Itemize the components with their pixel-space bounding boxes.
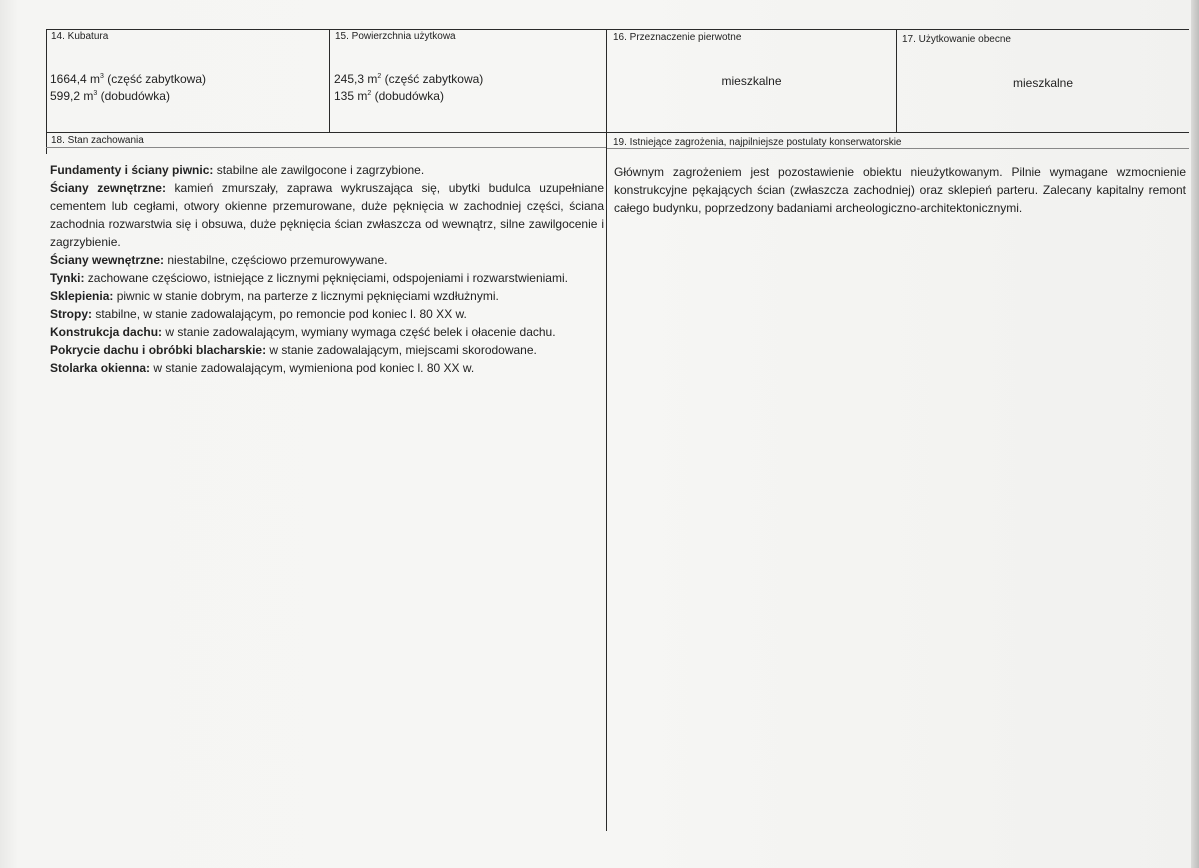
col-divider-14-15 — [329, 29, 330, 133]
label-underline-18 — [46, 147, 606, 148]
field-14-label: 14. Kubatura — [51, 31, 109, 42]
top-border — [46, 29, 1189, 30]
left-border-lower — [46, 132, 47, 154]
field-16-value: mieszkalne — [721, 74, 782, 88]
condition-item: Stolarka okienna: w stanie zadowalającym, wymieniona pod koniec l. 80 XX w. — [50, 361, 475, 375]
field-17-label: 17. Użytkowanie obecne — [902, 34, 1011, 45]
condition-item: Pokrycie dachu i obróbki blacharskie: w stanie zadowalającym, miejscami skorodowane. — [50, 343, 537, 357]
threats-paragraph: Głównym zagrożeniem jest pozostawienie obiektu nieużytkowanym. Pilnie wymagane wzmocnienie konstrukcyjne pękających ścian (zwłaszcza zachodniej) oraz sklepień parteru. Zalecany kapitalny remont całego budynku, poprzedzony badaniami archeologiczno-architektonicznymi. — [614, 165, 1186, 215]
condition-item: Sklepienia: piwnic w stanie dobrym, na parterze z licznymi pęknięciami wzdłużnymi. — [50, 289, 499, 303]
field-15-line1: 245,3 $m^2$ (część zabytkowa) — [334, 72, 484, 86]
field-15-line2: 135 $m^2$ (dobudówka) — [334, 89, 444, 103]
left-border — [46, 29, 47, 133]
center-divider — [606, 29, 607, 831]
field-17-value: mieszkalne — [1012, 76, 1074, 90]
condition-item: Tynki: zachowane częściowo, istniejące z licznymi pęknięciami, odspojeniami i rozwarstwieniami. — [50, 271, 568, 285]
condition-item: Ściany zewnętrzne: kamień zmurszały, zaprawa wykruszająca się, ubytki budulca uzupełniane cementem lub cegłami, otwory okienne przemurowane, duże pęknięcia w zachodniej części, ściana zachodnia rozwarstwia się i obsuwa, duże pęknięcia ścian zwłaszcza od wewnątrz, silne zawilgocenie i zagrzybienie. — [50, 181, 605, 249]
field-16-label: 16. Przeznaczenie pierwotne — [613, 32, 742, 43]
field-15-label: 15. Powierzchnia użytkowa — [335, 31, 456, 42]
condition-item: Konstrukcja dachu: w stanie zadowalającym, wymiany wymaga część belek i ołacenie dachu. — [50, 325, 556, 339]
condition-item: Stropy: stabilne, w stanie zadowalającym, po remoncie pod koniec l. 80 XX w. — [50, 307, 467, 321]
condition-item: Fundamenty i ściany piwnic: stabilne ale zawilgocone i zagrzybione. — [50, 163, 425, 177]
threats-text — [614, 163, 1186, 217]
field-14-line1: 1664,4 $m^3$ (część zabytkowa) — [50, 72, 206, 86]
scan-edge-shadow — [1191, 0, 1199, 868]
condition-text — [50, 161, 604, 377]
condition-item: Ściany wewnętrzne: niestabilne, częściowo przemurowywane. — [50, 253, 388, 267]
field-18-label: 18. Stan zachowania — [51, 135, 144, 146]
field-14-line2: 599,2 $m^3$ (dobudówka) — [50, 89, 170, 103]
row-divider — [46, 132, 1189, 133]
field-19-label: 19. Istniejące zagrożenia, najpilniejsze postulaty konserwatorskie — [613, 137, 902, 148]
